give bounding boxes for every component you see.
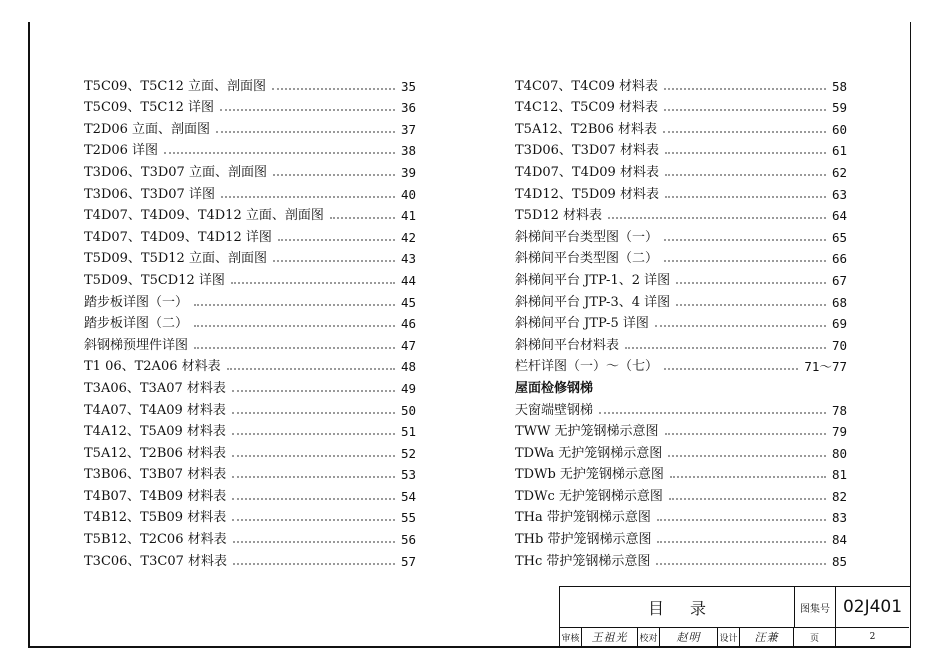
toc-entry-page: 36	[400, 100, 416, 116]
toc-entry	[515, 526, 847, 548]
toc-leader-dots	[668, 455, 826, 457]
toc-leader-dots	[273, 174, 395, 176]
toc-left-column	[84, 73, 416, 570]
atlas-number: 02J401	[842, 597, 903, 617]
toc-entry	[84, 375, 416, 397]
toc-entry	[84, 73, 416, 95]
toc-entry-page: 64	[831, 208, 847, 224]
toc-entry	[515, 224, 847, 246]
page-label: 页	[794, 628, 836, 646]
toc-entry-page: 39	[400, 164, 416, 180]
toc-entry-title: T3D06、T3D07 材料表	[515, 143, 659, 159]
toc-entry-title: T4D07、T4D09、T4D12 详图	[84, 229, 272, 245]
toc-entry-title: 斜梯间平台 JTP-1、2 详图	[515, 272, 671, 288]
toc-entry-title: THa 带护笼钢梯示意图	[515, 510, 651, 526]
toc-entry	[84, 548, 416, 570]
toc-leader-dots	[664, 368, 798, 370]
toc-leader-dots	[227, 368, 395, 370]
toc-leader-dots	[670, 476, 826, 478]
toc-entry-page: 84	[831, 532, 847, 548]
page-number: 2	[869, 632, 876, 642]
toc-entry	[515, 267, 847, 289]
toc-leader-dots	[664, 260, 826, 262]
toc-entry-title: 踏步板详图（二）	[84, 316, 189, 332]
toc-entry-page: 78	[831, 402, 847, 418]
toc-entry	[84, 138, 416, 160]
toc-entry-page: 35	[400, 78, 416, 94]
toc-entry	[515, 483, 847, 505]
toc-entry-page: 61	[831, 143, 847, 159]
toc-entry-page: 82	[831, 488, 847, 504]
toc-leader-dots	[194, 347, 395, 349]
toc-leader-dots	[663, 131, 826, 133]
toc-leader-dots	[273, 260, 395, 262]
review-signature: 王祖光	[582, 628, 638, 646]
toc-entry-title: T4C12、T5C09 材料表	[515, 100, 658, 116]
toc-entry-page: 80	[831, 445, 847, 461]
toc-entry	[84, 397, 416, 419]
toc-leader-dots	[232, 433, 395, 435]
toc-entry-title: 栏杆详图（一）～（七）	[515, 359, 659, 375]
toc-entry	[84, 203, 416, 225]
toc-entry-page: 58	[831, 78, 847, 94]
toc-entry-page: 50	[400, 402, 416, 418]
toc-entry	[84, 462, 416, 484]
toc-entry	[84, 483, 416, 505]
toc-leader-dots	[232, 476, 395, 478]
toc-entry	[84, 159, 416, 181]
toc-entry-title: T4A12、T5A09 材料表	[84, 424, 226, 440]
toc-entry	[84, 440, 416, 462]
toc-entry-title: T4C07、T4C09 材料表	[515, 78, 658, 94]
atlas-number-label: 图集号	[794, 587, 836, 627]
toc-entry-page: 54	[400, 488, 416, 504]
toc-leader-dots	[164, 152, 395, 154]
toc-entry-page: 43	[400, 251, 416, 267]
toc-entry-page: 69	[831, 316, 847, 332]
toc-entry	[515, 311, 847, 333]
toc-entry	[84, 419, 416, 441]
toc-entry-title: 屋面检修钢梯	[515, 380, 594, 396]
toc-entry-title: TDWc 无护笼钢梯示意图	[515, 488, 663, 504]
toc-entry	[515, 181, 847, 203]
toc-entry-title: TDWa 无护笼钢梯示意图	[515, 445, 663, 461]
toc-entry-page: 67	[831, 272, 847, 288]
toc-entry	[515, 289, 847, 311]
toc-entry-page: 59	[831, 100, 847, 116]
toc-leader-dots	[278, 239, 395, 241]
toc-entry-title: TDWb 无护笼钢梯示意图	[515, 467, 664, 483]
toc-entry-title: THb 带护笼钢梯示意图	[515, 532, 652, 548]
toc-leader-dots	[232, 412, 395, 414]
toc-entry-title: 天窗端壁钢梯	[515, 402, 594, 418]
toc-entry	[84, 116, 416, 138]
toc-leader-dots	[665, 433, 826, 435]
toc-entry	[515, 246, 847, 268]
toc-entry-page: 68	[831, 294, 847, 310]
design-label: 设计	[718, 628, 740, 646]
toc-entry	[515, 548, 847, 570]
toc-entry-title: T4A07、T4A09 材料表	[84, 402, 226, 418]
toc-entry	[515, 419, 847, 441]
toc-entry-page: 48	[400, 359, 416, 375]
toc-entry	[84, 224, 416, 246]
toc-entry	[515, 138, 847, 160]
toc-entry	[515, 95, 847, 117]
toc-entry	[515, 116, 847, 138]
toc-entry-page: 53	[400, 467, 416, 483]
toc-entry-page: 47	[400, 337, 416, 353]
toc-entry	[84, 246, 416, 268]
toc-entry-title: 斜梯间平台类型图（一）	[515, 229, 659, 245]
toc-entry-title: 斜梯间平台材料表	[515, 337, 620, 353]
toc-entry	[84, 505, 416, 527]
toc-leader-dots	[232, 519, 395, 521]
toc-entry	[84, 526, 416, 548]
toc-entry-title: T3A06、T3A07 材料表	[84, 380, 226, 396]
toc-leader-dots	[220, 109, 395, 111]
toc-leader-dots	[669, 498, 826, 500]
toc-entry	[84, 181, 416, 203]
toc-entry-page: 79	[831, 424, 847, 440]
toc-entry-page: 44	[400, 272, 416, 288]
toc-leader-dots	[330, 217, 395, 219]
toc-entry-page: 60	[831, 121, 847, 137]
toc-entry-title: 斜梯间平台 JTP-5 详图	[515, 316, 649, 332]
toc-entry-page: 52	[400, 445, 416, 461]
toc-entry-page: 66	[831, 251, 847, 267]
toc-leader-dots	[665, 174, 826, 176]
toc-leader-dots	[608, 217, 826, 219]
toc-leader-dots	[664, 88, 826, 90]
design-signature: 汪兼	[740, 628, 794, 646]
toc-entry-title: THc 带护笼钢梯示意图	[515, 553, 651, 569]
toc-leader-dots	[656, 563, 826, 565]
check-label: 校对	[638, 628, 660, 646]
toc-leader-dots	[665, 152, 826, 154]
toc-entry-title: T4D12、T5D09 材料表	[515, 186, 659, 202]
toc-leader-dots	[232, 390, 395, 392]
toc-entry	[515, 332, 847, 354]
toc-entry-title: T3B06、T3B07 材料表	[84, 467, 227, 483]
toc-leader-dots	[599, 412, 826, 414]
toc-right-column	[515, 73, 847, 570]
toc-entry-title: T5A12、T2B06 材料表	[84, 445, 227, 461]
toc-entry-page: 41	[400, 208, 416, 224]
toc-entry-title: T1 06、T2A06 材料表	[84, 359, 221, 375]
toc-entry-page: 81	[831, 467, 847, 483]
toc-entry-title: T5D09、T5D12 立面、剖面图	[84, 251, 267, 267]
toc-entry-title: T5C09、T5C12 立面、剖面图	[84, 78, 266, 94]
toc-entry-page: 38	[400, 143, 416, 159]
toc-entry-title: 斜梯间平台类型图（二）	[515, 251, 659, 267]
toc-leader-dots	[676, 282, 826, 284]
toc-entry	[84, 332, 416, 354]
toc-entry-page: 46	[400, 316, 416, 332]
toc-leader-dots	[657, 541, 825, 543]
toc-entry-title: T5C09、T5C12 详图	[84, 100, 214, 116]
title-block	[559, 586, 910, 646]
check-signature: 赵明	[660, 628, 718, 646]
toc-leader-dots	[676, 304, 826, 306]
toc-entry-title: T2D06 立面、剖面图	[84, 121, 211, 137]
toc-entry-title: TWW 无护笼钢梯示意图	[515, 424, 659, 440]
toc-leader-dots	[272, 88, 395, 90]
toc-leader-dots	[194, 325, 395, 327]
toc-entry-title: T2D06 详图	[84, 143, 159, 159]
toc-entry-page: 62	[831, 164, 847, 180]
toc-leader-dots	[232, 455, 395, 457]
toc-entry	[84, 95, 416, 117]
toc-entry-page: 49	[400, 380, 416, 396]
toc-leader-dots	[233, 563, 395, 565]
toc-entry-page: 42	[400, 229, 416, 245]
toc-leader-dots	[216, 131, 395, 133]
toc-leader-dots	[233, 541, 395, 543]
toc-entry-page: 51	[400, 424, 416, 440]
toc-entry-page: 63	[831, 186, 847, 202]
review-label: 审核	[560, 628, 582, 646]
toc-entry	[84, 354, 416, 376]
toc-leader-dots	[221, 196, 395, 198]
toc-leader-dots	[231, 282, 395, 284]
toc-entry-title: 踏步板详图（一）	[84, 294, 189, 310]
toc-entry	[84, 289, 416, 311]
toc-leader-dots	[664, 109, 826, 111]
toc-leader-dots	[232, 498, 395, 500]
toc-entry-title: T3D06、T3D07 详图	[84, 186, 215, 202]
toc-entry	[515, 440, 847, 462]
toc-entry-page: 70	[831, 337, 847, 353]
toc-entry	[515, 505, 847, 527]
toc-entry-page: 65	[831, 229, 847, 245]
toc-entry-title: 斜梯间平台 JTP-3、4 详图	[515, 294, 671, 310]
toc-entry-page: 83	[831, 510, 847, 526]
toc-entry	[515, 159, 847, 181]
toc-entry-title: T4D07、T4D09、T4D12 立面、剖面图	[84, 208, 324, 224]
toc-entry-title: T5A12、T2B06 材料表	[515, 121, 658, 137]
toc-entry	[84, 311, 416, 333]
toc-entry-title: T3C06、T3C07 材料表	[84, 553, 227, 569]
toc-leader-dots	[664, 239, 826, 241]
toc-entry-page: 56	[400, 532, 416, 548]
toc-entry-title: T4B07、T4B09 材料表	[84, 488, 227, 504]
toc-entry-title: T4D07、T4D09 材料表	[515, 164, 659, 180]
toc-entry-title: T3D06、T3D07 立面、剖面图	[84, 164, 267, 180]
toc-entry	[515, 354, 847, 376]
toc-entry	[515, 462, 847, 484]
title-block-top-row	[560, 587, 909, 628]
toc-entry-page: 71～77	[804, 359, 847, 375]
toc-leader-dots	[194, 304, 395, 306]
toc-entry	[515, 203, 847, 225]
toc-entry-title: 斜钢梯预埋件详图	[84, 337, 189, 353]
toc-entry	[84, 267, 416, 289]
toc-entry-page: 37	[400, 121, 416, 137]
toc-section-heading	[515, 375, 847, 397]
toc-leader-dots	[625, 347, 826, 349]
toc-entry-title: T5D09、T5CD12 详图	[84, 272, 225, 288]
toc-entry-title: T5B12、T2C06 材料表	[84, 532, 227, 548]
toc-entry	[515, 73, 847, 95]
drawing-name: 目录	[647, 598, 732, 618]
toc-entry-page: 45	[400, 294, 416, 310]
toc-entry-page: 40	[400, 186, 416, 202]
title-block-signature-row	[560, 628, 909, 646]
toc-entry-title: T5D12 材料表	[515, 208, 603, 224]
toc-entry-page: 55	[400, 510, 416, 526]
toc-entry-title: T4B12、T5B09 材料表	[84, 510, 227, 526]
toc-leader-dots	[655, 325, 826, 327]
toc-leader-dots	[657, 519, 826, 521]
toc-entry-page: 85	[831, 553, 847, 569]
toc-entry-page: 57	[400, 553, 416, 569]
toc-leader-dots	[665, 196, 826, 198]
toc-entry	[515, 397, 847, 419]
